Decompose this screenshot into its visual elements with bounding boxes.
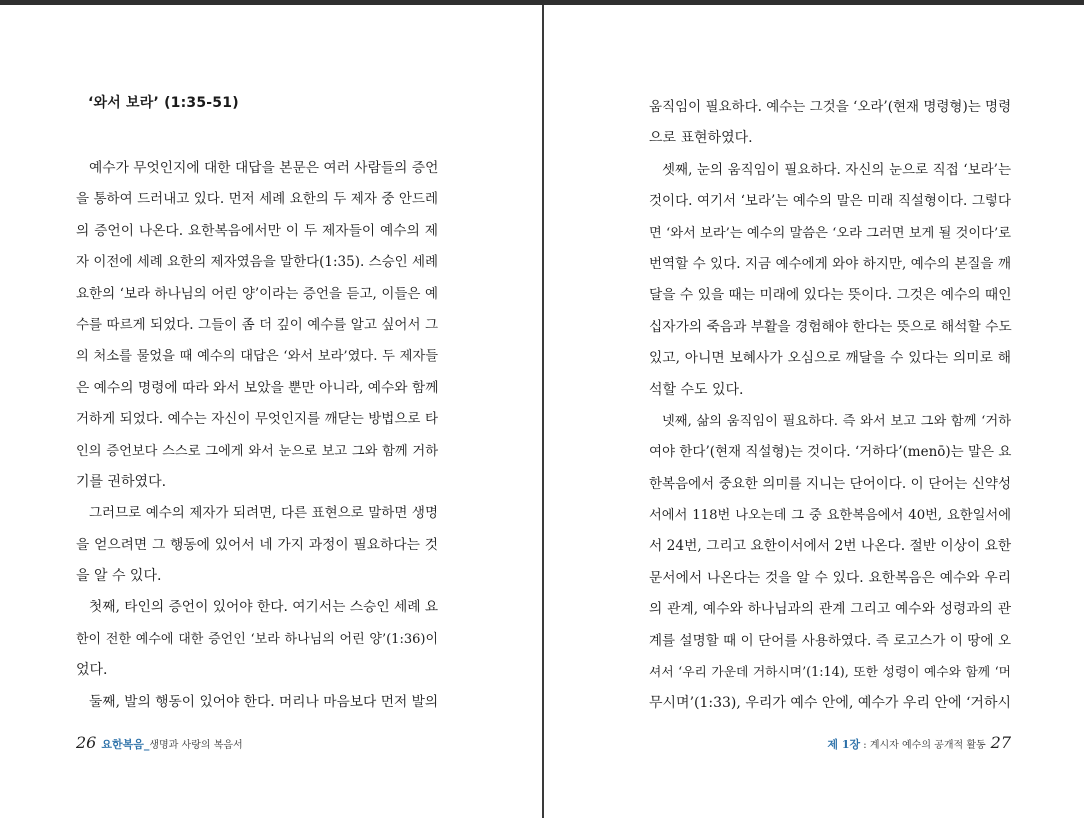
text-line: 의 증언이 나온다. 요한복음에서만 이 두 제자들이 예수의 제	[76, 222, 438, 239]
text-line: 달을 수 있을 때는 미래에 있다는 뜻이다. 그것은 예수의 때인	[649, 287, 1012, 304]
left-body-text	[76, 153, 438, 718]
text-line: 것이다. 여기서 ‘보라’는 예수의 말은 미래 직설형이다. 그렇다	[649, 193, 1011, 210]
text-line: 첫째, 타인의 증언이 있어야 한다. 여기서는 스승인 세례 요	[89, 599, 439, 616]
text-line: 을 얻으려면 그 행동에 있어서 네 가지 과정이 필요하다는 것	[76, 536, 438, 553]
text-line: 여야 한다’(현재 직설형)는 것이다. ‘거하다’(menō)는 말은 요	[649, 444, 1012, 461]
left-page-footer	[76, 733, 243, 752]
text-line: 번역할 수 있다. 지금 예수에게 와야 하지만, 예수의 본질을 깨	[649, 255, 1011, 272]
section-heading: ‘와서 보라’ (1:35-51)	[88, 95, 239, 111]
text-line: 거하게 되었다. 예수는 자신이 무엇인지를 깨닫는 방법으로 타	[76, 411, 438, 428]
page-number: 27	[990, 733, 1011, 752]
text-line: 있고, 아니면 보혜사가 오심으로 깨달을 수 있다는 의미로 해	[649, 350, 1011, 367]
chapter-separator: :	[860, 740, 870, 751]
text-line: 한이 전한 예수에 대한 증언인 ‘보라 하나님의 어린 양’(1:36)이	[76, 631, 438, 647]
book-subtitle: 생명과 사랑의 복음서	[149, 740, 243, 751]
chapter-label: 제 1장	[827, 738, 861, 751]
book-spread	[0, 5, 1084, 818]
text-line: 을 통하여 드러내고 있다. 먼저 세례 요한의 두 제자 중 안드레	[76, 191, 438, 208]
text-line: 석할 수도 있다.	[649, 381, 744, 398]
text-line: 무시며’(1:33), 우리가 예수 안에, 예수가 우리 안에 ‘거하시	[649, 695, 1011, 712]
text-line: 요한의 ‘보라 하나님의 어린 양’이라는 증언을 듣고, 이들은 예	[76, 285, 438, 302]
book-title: 요한복음_	[101, 738, 150, 751]
text-line: 수를 따르게 되었다. 그들이 좀 더 깊이 예수를 알고 싶어서 그	[76, 316, 438, 333]
text-line: 기를 권하였다.	[76, 473, 167, 490]
text-line: 었다.	[76, 662, 108, 679]
text-line: 둘째, 발의 행동이 있어야 한다. 머리나 마음보다 먼저 발의	[89, 693, 439, 710]
text-line: 서 24번, 그리고 요한이서에서 2번 나온다. 절반 이상이 요한	[649, 538, 1012, 555]
right-body-text	[649, 92, 1011, 720]
text-line: 그러므로 예수의 제자가 되려면, 다른 표현으로 말하면 생명	[89, 505, 438, 522]
text-line: 십자가의 죽음과 부활을 경험해야 한다는 뜻으로 해석할 수도	[649, 318, 1012, 335]
text-line: 문서에서 나온다는 것을 알 수 있다. 요한복음은 예수와 우리	[649, 569, 1011, 586]
text-line: 의 관계, 예수와 하나님과의 관계 그리고 예수와 성령과의 관	[649, 601, 1011, 618]
text-line: 움직임이 필요하다. 예수는 그것을 ‘오라’(현재 명령형)는 명령	[649, 99, 1012, 115]
left-page	[0, 5, 542, 818]
text-line: 을 알 수 있다.	[76, 568, 162, 585]
text-line: 서에서 118번 나오는데 그 중 요한복음에서 40번, 요한일서에	[649, 508, 1011, 524]
text-line: 예수가 무엇인지에 대한 대답을 본문은 여러 사람들의 증언	[89, 160, 439, 176]
text-line: 한복음에서 중요한 의미를 지니는 단어이다. 이 단어는 신약성	[649, 475, 1011, 492]
text-line: 면 ‘와서 보라’는 예수의 말씀은 ‘오라 그러면 보게 될 것이다’로	[649, 225, 1011, 241]
text-line: 인의 증언보다 스스로 그에게 와서 눈으로 보고 그와 함께 거하	[76, 443, 438, 459]
chapter-title: 계시자 예수의 공개적 활동	[869, 740, 986, 751]
text-line: 계를 설명할 때 이 단어를 사용하였다. 즉 로고스가 이 땅에 오	[649, 632, 1011, 649]
text-line: 셋째, 눈의 움직임이 필요하다. 자신의 눈으로 직접 ‘보라’는	[662, 161, 1011, 178]
page-number: 26	[76, 733, 97, 752]
text-line: 넷째, 삶의 움직임이 필요하다. 즉 와서 보고 그와 함께 ‘거하	[662, 413, 1011, 429]
right-page-footer	[827, 733, 1011, 752]
right-page	[544, 5, 1084, 818]
text-line: 으로 표현하였다.	[649, 130, 753, 147]
text-line: 은 예수의 명령에 따라 와서 보았을 뿐만 아니라, 예수와 함께	[76, 379, 439, 396]
text-line: 의 처소를 물었을 때 예수의 대답은 ‘와서 보라’였다. 두 제자들	[76, 349, 438, 365]
text-line: 자 이전에 세례 요한의 제자였음을 말한다(1:35). 스승인 세례	[76, 254, 439, 271]
text-line: 셔서 ‘우리 가운데 거하시며’(1:14), 또한 성령이 예수와 함께 ‘머	[649, 665, 1011, 681]
